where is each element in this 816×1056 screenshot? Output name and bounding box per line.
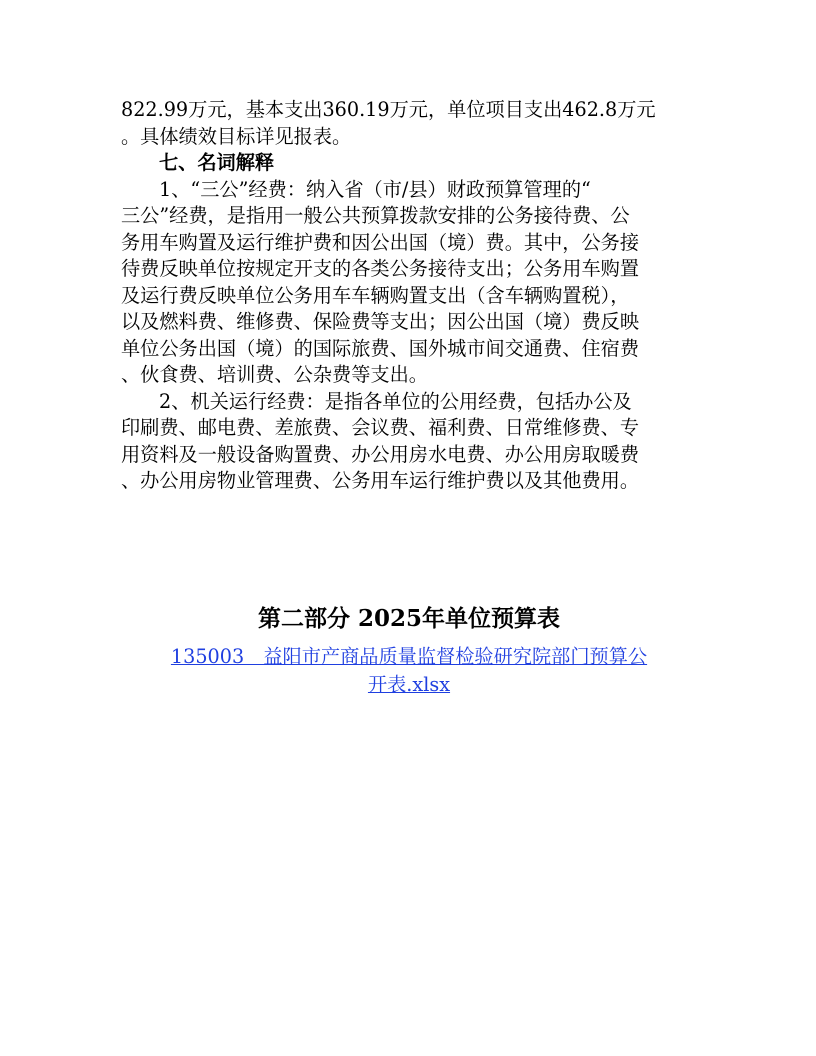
attachment-link[interactable]: 开表.xlsx xyxy=(367,673,451,696)
part-title: 第二部分 2025年单位预算表 xyxy=(257,605,561,632)
section-heading: 七、名词解释 xyxy=(159,151,275,174)
term2-line: 2、机关运行经费：是指各单位的公用经费，包括办公及 xyxy=(159,389,632,413)
term1-line: 1、“三公”经费：纳入省（市/县）财政预算管理的“ xyxy=(159,177,591,201)
term1-line: 单位公务出国（境）的国际旅费、国外城市间交通费、住宿费 xyxy=(121,336,640,360)
paragraph-line: 822.99万元，基本支出360.19万元，单位项目支出462.8万元 xyxy=(121,98,656,121)
term1-line: 待费反映单位按规定开支的各类公务接待支出；公务用车购置 xyxy=(121,257,640,280)
term2-line: 、办公用房物业管理费、公务用车运行维护费以及其他费用。 xyxy=(121,469,640,492)
term2-line: 用资料及一般设备购置费、办公用房水电费、办公用房取暖费 xyxy=(121,442,640,466)
attachment-link[interactable]: 135003 益阳市产商品质量监督检验研究院部门预算公 xyxy=(170,645,648,668)
paragraph-line: 。具体绩效目标详见报表。 xyxy=(121,124,352,148)
document-body xyxy=(121,97,697,495)
attachment-link-line xyxy=(121,643,697,671)
term1-line: 务用车购置及运行维护费和因公出国（境）费。其中，公务接 xyxy=(121,230,640,254)
term1-line: 、伙食费、培训费、公杂费等支出。 xyxy=(121,363,428,386)
attachment-link-line xyxy=(121,671,697,699)
term1-line: 及运行费反映单位公务用车车辆购置支出（含车辆购置税）， xyxy=(121,283,630,307)
term2-line: 印刷费、邮电费、差旅费、会议费、福利费、日常维修费、专 xyxy=(121,416,640,439)
attachment-link-block[interactable] xyxy=(121,643,697,699)
term1-line: 三公”经费，是指用一般公共预算拨款安排的公务接待费、公 xyxy=(121,204,630,227)
term1-line: 以及燃料费、维修费、保险费等支出；因公出国（境）费反映 xyxy=(121,310,640,333)
